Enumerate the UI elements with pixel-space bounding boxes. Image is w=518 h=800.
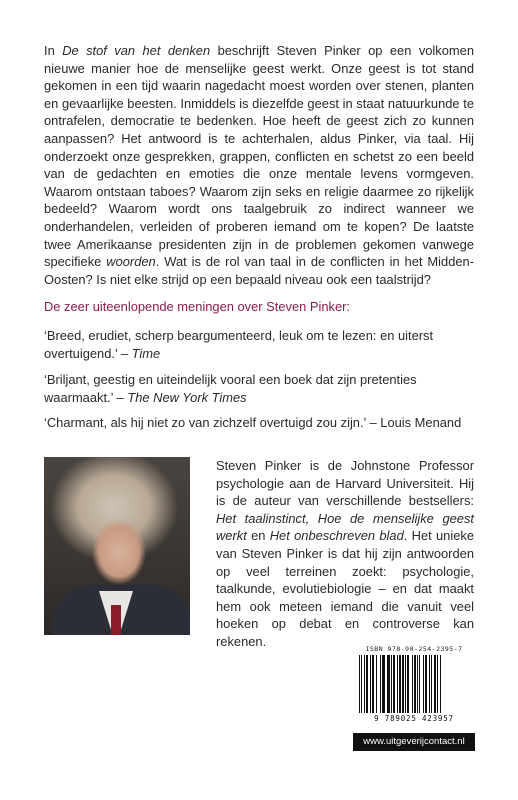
quote-source: Time: [131, 345, 161, 361]
portrait-tie: [111, 605, 121, 635]
author-portrait: [44, 457, 190, 635]
bio-book-titles: Het taalinstinct, Hoe de menselijke geest werkt: [216, 510, 474, 544]
barcode-digits: 9 789025 423957: [374, 714, 454, 723]
quote-source: Louis Menand: [380, 415, 462, 430]
review-quote-3: [44, 414, 474, 432]
bio-book-title: Het onbeschreven blad: [269, 528, 404, 544]
isbn-label: ISBN 978-90-254-2395-7: [365, 645, 463, 653]
isbn-barcode: [353, 645, 475, 727]
review-quote-2: [44, 371, 474, 406]
barcode-gap: [441, 655, 442, 713]
bio-text-start: Steven Pinker is de Johnstone Professor psychologie aan de Harvard Universiteit. Hij is de auteur van verschillende bestsellers:: [216, 458, 474, 509]
quote-source: The New York Times: [127, 389, 247, 405]
emphasis-word: woorden: [106, 254, 156, 270]
quote-text: ‘Breed, erudiet, scherp beargumenteerd, leuk om te lezen: en uiterst overtuigend.’ –: [44, 328, 434, 361]
quotes-heading: De zeer uiteenlopende meningen over Steven Pinker:: [44, 299, 350, 314]
publisher-url: www.uitgeverijcontact.nl: [353, 733, 475, 751]
quote-text: ‘Charmant, als hij niet zo van zichzelf overtuigd zou zijn.’ –: [44, 415, 381, 430]
blurb-text-end: . Wat is de rol van taal in de conflicten in het Midden-Oosten? Is niet elke strijd op een bepaald niveau ook een taalstrijd?: [44, 254, 474, 287]
barcode-bars: [359, 655, 471, 713]
quote-text: ‘Briljant, geestig en uiteindelijk vooral een boek dat zijn pretenties waarmaakt.’ –: [44, 372, 417, 405]
blurb-text-body: beschrijft Steven Pinker op een volkomen nieuwe manier hoe de menselijke geest werkt. Onze geest is tot stand gekomen in een tijd waarin nagedacht moest worden over stenen, planten en gevaarlijke beesten. Inmiddels is diezelfde geest in staat natuurkunde te ontrafelen, democratie te bedenken. Hoe heeft de geest zich zo kunnen aanpassen? Het antwoord is te achterhalen, aldus Pinker, via taal. Hij onderzoekt onze gesprekken, grappen, conflicten en schetst zo een beeld van de gedachten en emoties die onze mentale levens vormgeven. Waarom ontstaan taboes? Waarom zijn seks en religie daarmee zo rijkelijk bedeeld? Waarom wordt ons taalgebruik zo indirect wanneer we onderhandelen, verleiden of proberen iemand om te kopen? De laatste twee Amerikaanse presidenten zijn in de problemen gekomen vanwege specifieke: [44, 43, 474, 270]
blurb-paragraph: [44, 42, 474, 288]
bio-text-end: . Het unieke van Steven Pinker is dat hij zijn antwoorden op veel terreinen zoekt: psychologie, taalkunde, evolutiebiologie – en dat maakt hem ook meteen iemand die vanuit veel hoeken op debat en controverse kan rekenen.: [216, 528, 474, 649]
blurb-text-start: In: [44, 43, 63, 58]
author-bio: [216, 457, 474, 651]
book-title-italic: De stof van het denken: [62, 43, 211, 58]
review-quote-1: [44, 327, 474, 362]
bio-conjunction: en: [246, 528, 270, 544]
